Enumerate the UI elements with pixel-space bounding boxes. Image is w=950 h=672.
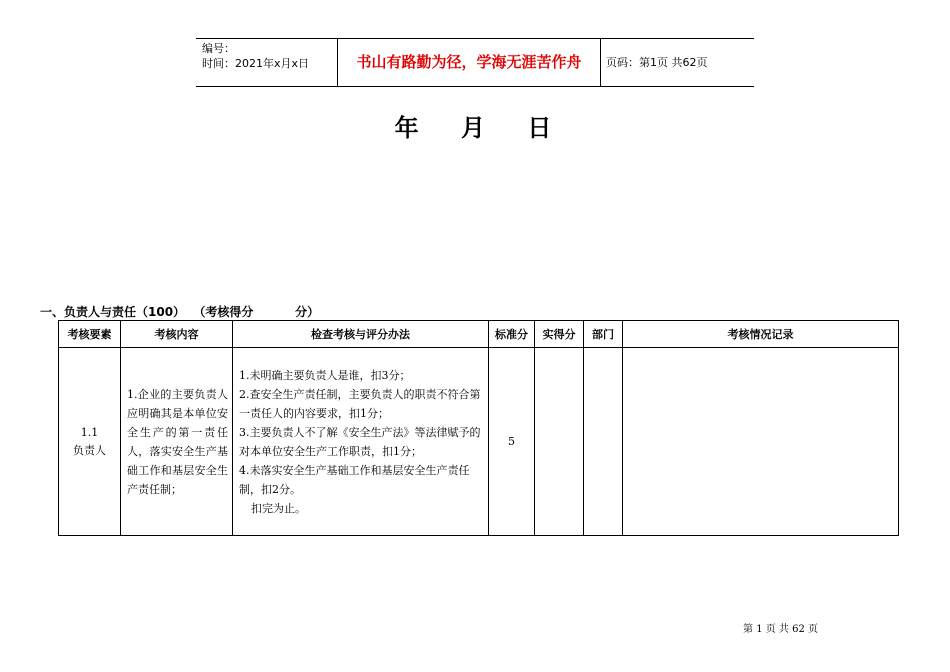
- header-element: 考核要素: [59, 321, 121, 348]
- cell-record[interactable]: [623, 348, 899, 536]
- section-title: 一、负责人与责任（100） （考核得分 分）: [40, 305, 320, 319]
- header-department: 部门: [584, 321, 623, 348]
- method-item: 4.未落实安全生产基础工作和基层安全生产责任制，扣2分。: [239, 463, 470, 496]
- cell-method: [233, 348, 489, 536]
- table-row: [59, 348, 899, 536]
- cell-standard-score: 5: [489, 348, 535, 536]
- header-method: 检查考核与评分办法: [233, 321, 489, 348]
- method-item: 2.查安全生产责任制，主要负责人的职责不符合第一责任人的内容要求，扣1分；: [239, 387, 481, 420]
- cell-element: [59, 348, 121, 536]
- page-header: [196, 38, 754, 87]
- cell-content: 1.企业的主要负责人应明确其是本单位安全生产的第一责任人，落实安全生产基础工作和基层安全生产责任制；: [121, 348, 233, 536]
- header-actual: 实得分: [535, 321, 584, 348]
- header-info: [202, 41, 309, 71]
- date-title: 年 月 日: [394, 113, 556, 142]
- table-header-row: [59, 321, 899, 348]
- element-name: 负责人: [73, 443, 106, 457]
- header-divider: [600, 39, 601, 86]
- method-item: 扣完为止。: [251, 501, 306, 515]
- cell-actual-score[interactable]: [535, 348, 584, 536]
- element-code: 1.1: [80, 425, 99, 439]
- header-standard: 标准分: [489, 321, 535, 348]
- header-page-code: 页码：第1页 共62页: [606, 56, 708, 69]
- time-label: 时间：2021年x月x日: [202, 57, 310, 70]
- serial-label: 编号：: [202, 42, 235, 55]
- method-item: 1.未明确主要负责人是谁，扣3分；: [239, 368, 411, 382]
- cell-department[interactable]: [584, 348, 623, 536]
- header-record: 考核情况记录: [623, 321, 899, 348]
- method-item: 3.主要负责人不了解《安全生产法》等法律赋予的对本单位安全生产工作职责，扣1分；: [239, 425, 481, 458]
- header-content: 考核内容: [121, 321, 233, 348]
- assessment-table: [58, 320, 899, 536]
- header-motto: 书山有路勤为径，学海无涯苦作舟: [356, 53, 582, 71]
- page-footer: 第 1 页 共 62 页: [743, 624, 818, 635]
